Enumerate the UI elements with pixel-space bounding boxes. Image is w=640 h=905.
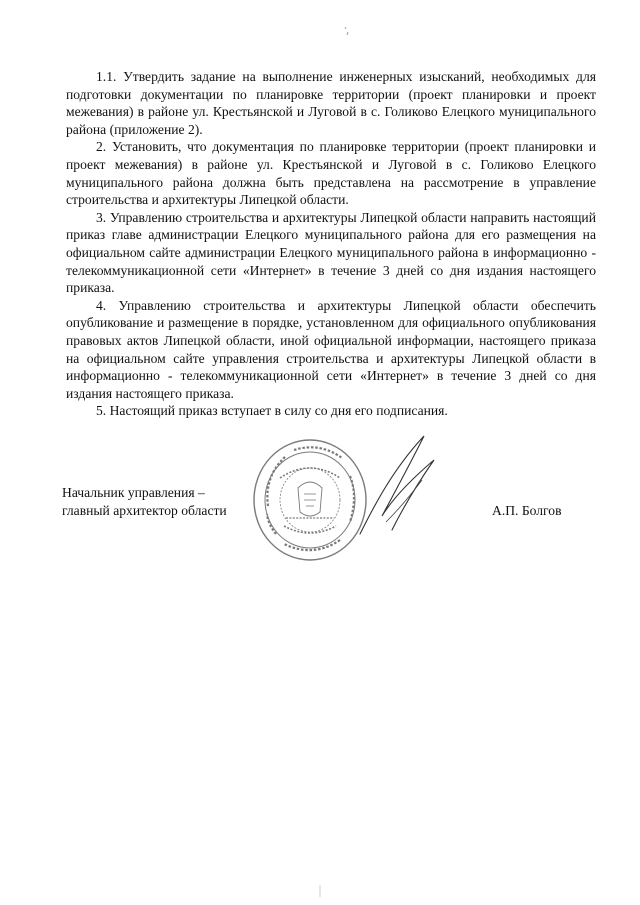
paragraph-3: 3. Управлению строительства и архитектуры Липецкой области направить настоящий приказ главе администрации Елецкого муниципального района для его размещения на официальном сайте администрации Елецкого муниципального района в информационно - телекоммуникационной сети «Интернет» в течение 3 дней со дня издания настоящего приказа. [66,209,596,296]
paragraph-5: 5. Настоящий приказ вступает в силу со дня его подписания. [96,403,448,419]
paragraph-2: 2. Установить, что документация по планировке территории (проект планировки и проект межевания) в районе ул. Крестьянской и Луговой в с. Голиково Елецкого муниципального района должна быть представлена на рассмотрение в управление строительства и архитектуры Липецкой области. [66,139,596,208]
signer-position [62,484,242,519]
scan-speck-bottom [318,884,322,898]
paragraph-4: 4. Управлению строительства и архитектуры Липецкой области обеспечить опубликование и размещение в порядке, установленном для официального опубликования правовых актов Липецкой области, иной официальной информации, настоящего приказа на официальном сайте управления строительства и архитектуры Липецкой области в информационно - телекоммуникационной сети «Интернет» в течение 3 дней со дня издания настоящего приказа. [66,297,596,401]
scan-speck-top [344,26,350,36]
paragraph-1-1: 1.1. Утвердить задание на выполнение инженерных изысканий, необходимых для подготовки документации по планировке территории (проект планировки и проект межевания) в районе ул. Крестьянской и Луговой в с. Голиково Елецкого муниципального района (приложение 2). [66,69,596,137]
signer-name: А.П. Болгов [492,503,562,518]
signer-position-line-1: Начальник управления – [62,485,205,500]
handwritten-signature [352,430,442,540]
signer-position-line-2: главный архитектор области [62,502,227,518]
order-body [66,68,596,420]
